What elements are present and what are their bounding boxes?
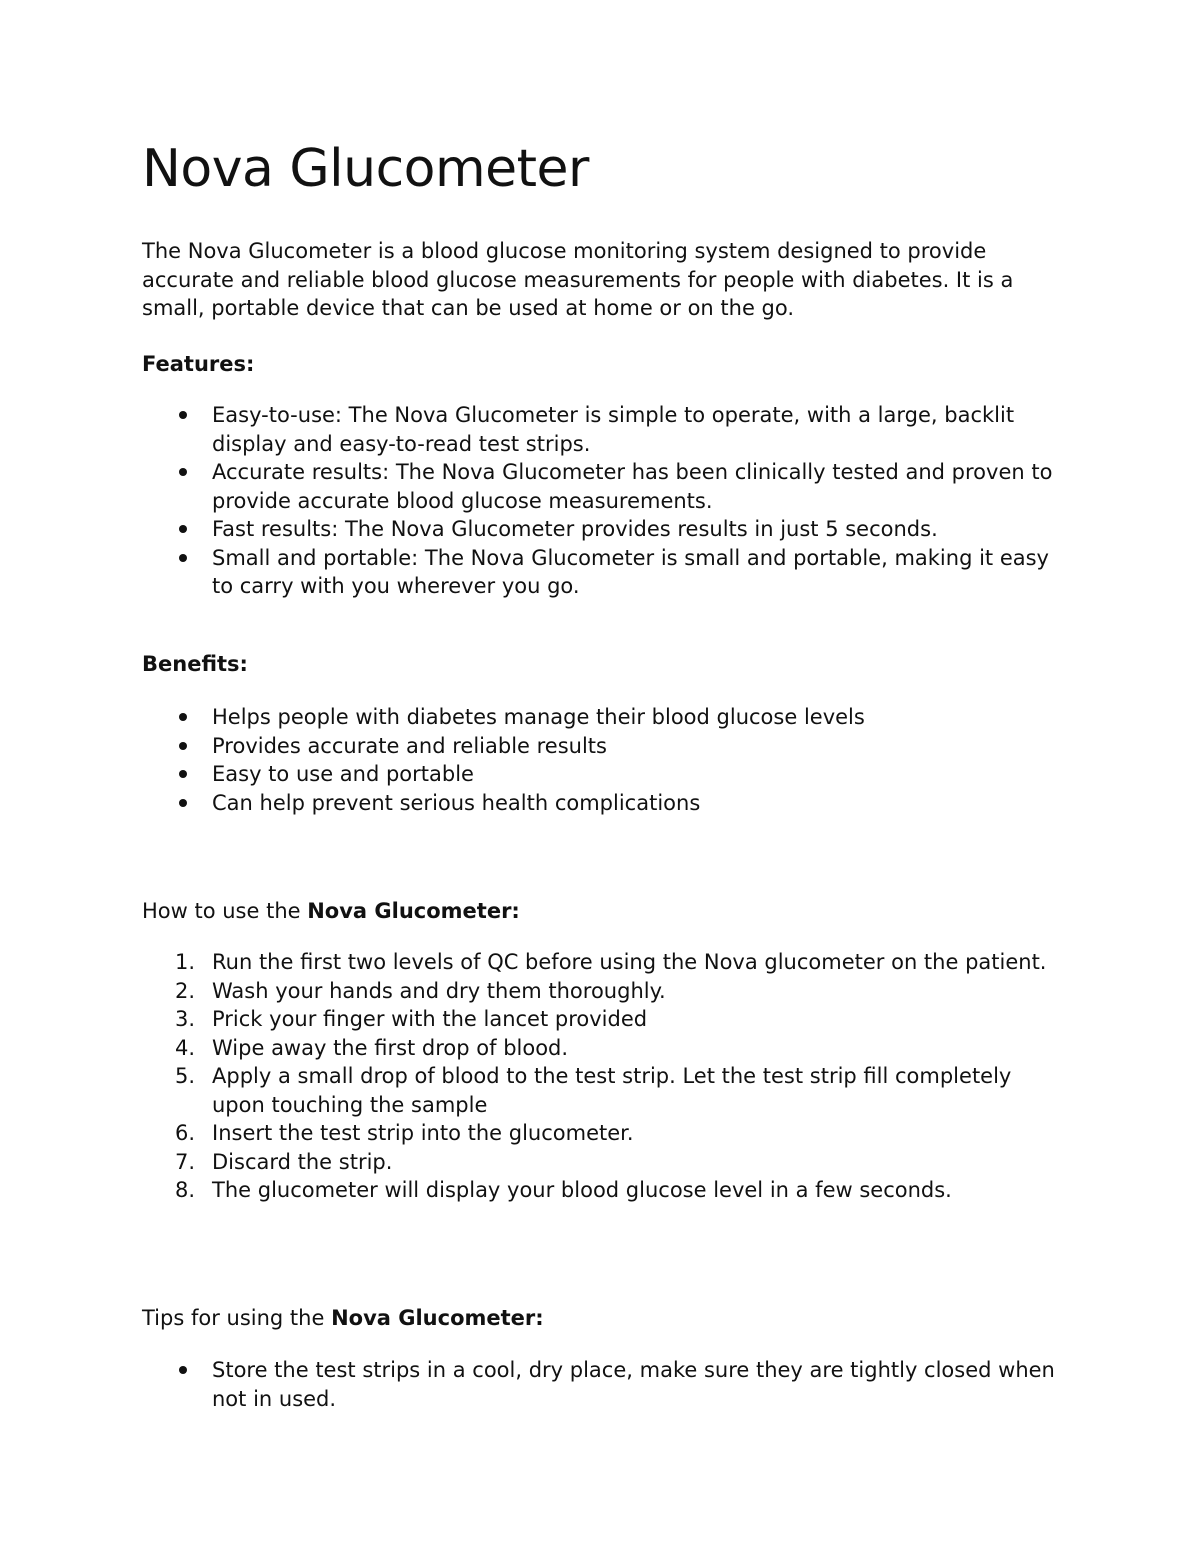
how-to-heading-prefix: How to use the bbox=[142, 899, 308, 923]
step-text: Prick your finger with the lancet provided bbox=[212, 1007, 648, 1031]
list-item bbox=[142, 1119, 1062, 1148]
steps-list bbox=[142, 948, 1062, 1205]
step-number: 2. bbox=[175, 978, 196, 1003]
list-item: Easy-to-use: The Nova Glucometer is simple to operate, with a large, backlit display and easy-to-read test strips. bbox=[142, 401, 1062, 458]
step-text: Wash your hands and dry them thoroughly. bbox=[212, 978, 666, 1003]
list-item bbox=[142, 1148, 1062, 1177]
document-title: Nova Glucometer bbox=[142, 139, 589, 199]
tips-heading-prefix: Tips for using the bbox=[142, 1306, 332, 1330]
how-to-heading-bold: Nova Glucometer: bbox=[307, 899, 520, 923]
benefits-heading: Benefits: bbox=[142, 652, 248, 676]
list-item: Accurate results: The Nova Glucometer has been clinically tested and proven to provide accurate blood glucose measurements. bbox=[142, 458, 1062, 515]
step-number: 8. bbox=[175, 1178, 196, 1202]
list-item bbox=[142, 977, 1062, 1006]
step-number: 5. bbox=[175, 1064, 196, 1088]
list-item bbox=[142, 1034, 1062, 1063]
list-item: Fast results: The Nova Glucometer provides results in just 5 seconds. bbox=[142, 515, 1062, 544]
list-item: Store the test strips in a cool, dry place, make sure they are tightly closed when not in used. bbox=[142, 1356, 1062, 1413]
how-to-heading bbox=[142, 897, 520, 925]
list-item bbox=[142, 1062, 1062, 1119]
list-item bbox=[142, 948, 1062, 977]
list-item bbox=[142, 1176, 1062, 1205]
tips-list bbox=[142, 1356, 1062, 1413]
tips-heading-bold: Nova Glucometer: bbox=[331, 1306, 544, 1330]
tips-heading bbox=[142, 1304, 544, 1332]
step-text: Run the first two levels of QC before using the Nova glucometer on the patient. bbox=[212, 950, 1047, 974]
step-text: Wipe away the first drop of blood. bbox=[212, 1035, 569, 1060]
intro-paragraph: The Nova Glucometer is a blood glucose monitoring system designed to provide accurate and reliable blood glucose measurements for people with diabetes. It is a small, portable device that can be used at home or on the go. bbox=[142, 239, 1014, 320]
step-number: 3. bbox=[175, 1007, 196, 1031]
features-heading: Features: bbox=[142, 352, 255, 376]
step-text: Insert the test strip into the glucometer. bbox=[212, 1121, 634, 1145]
step-text: Discard the strip. bbox=[212, 1149, 393, 1174]
step-text: Apply a small drop of blood to the test strip. Let the test strip fill completely upon touching the sample bbox=[212, 1064, 1012, 1117]
step-number: 1. bbox=[175, 950, 196, 974]
step-text: The glucometer will display your blood glucose level in a few seconds. bbox=[212, 1178, 952, 1202]
step-number: 6. bbox=[175, 1121, 196, 1145]
list-item: Small and portable: The Nova Glucometer is small and portable, making it easy to carry with you wherever you go. bbox=[142, 544, 1062, 601]
benefits-list bbox=[142, 703, 1062, 817]
list-item: Provides accurate and reliable results bbox=[142, 732, 1062, 761]
list-item: Can help prevent serious health complications bbox=[142, 789, 1062, 818]
step-number: 7. bbox=[175, 1149, 196, 1174]
features-list bbox=[142, 401, 1062, 601]
list-item: Easy to use and portable bbox=[142, 760, 1062, 789]
list-item bbox=[142, 1005, 1062, 1034]
list-item: Helps people with diabetes manage their blood glucose levels bbox=[142, 703, 1062, 732]
step-number: 4. bbox=[175, 1035, 196, 1060]
